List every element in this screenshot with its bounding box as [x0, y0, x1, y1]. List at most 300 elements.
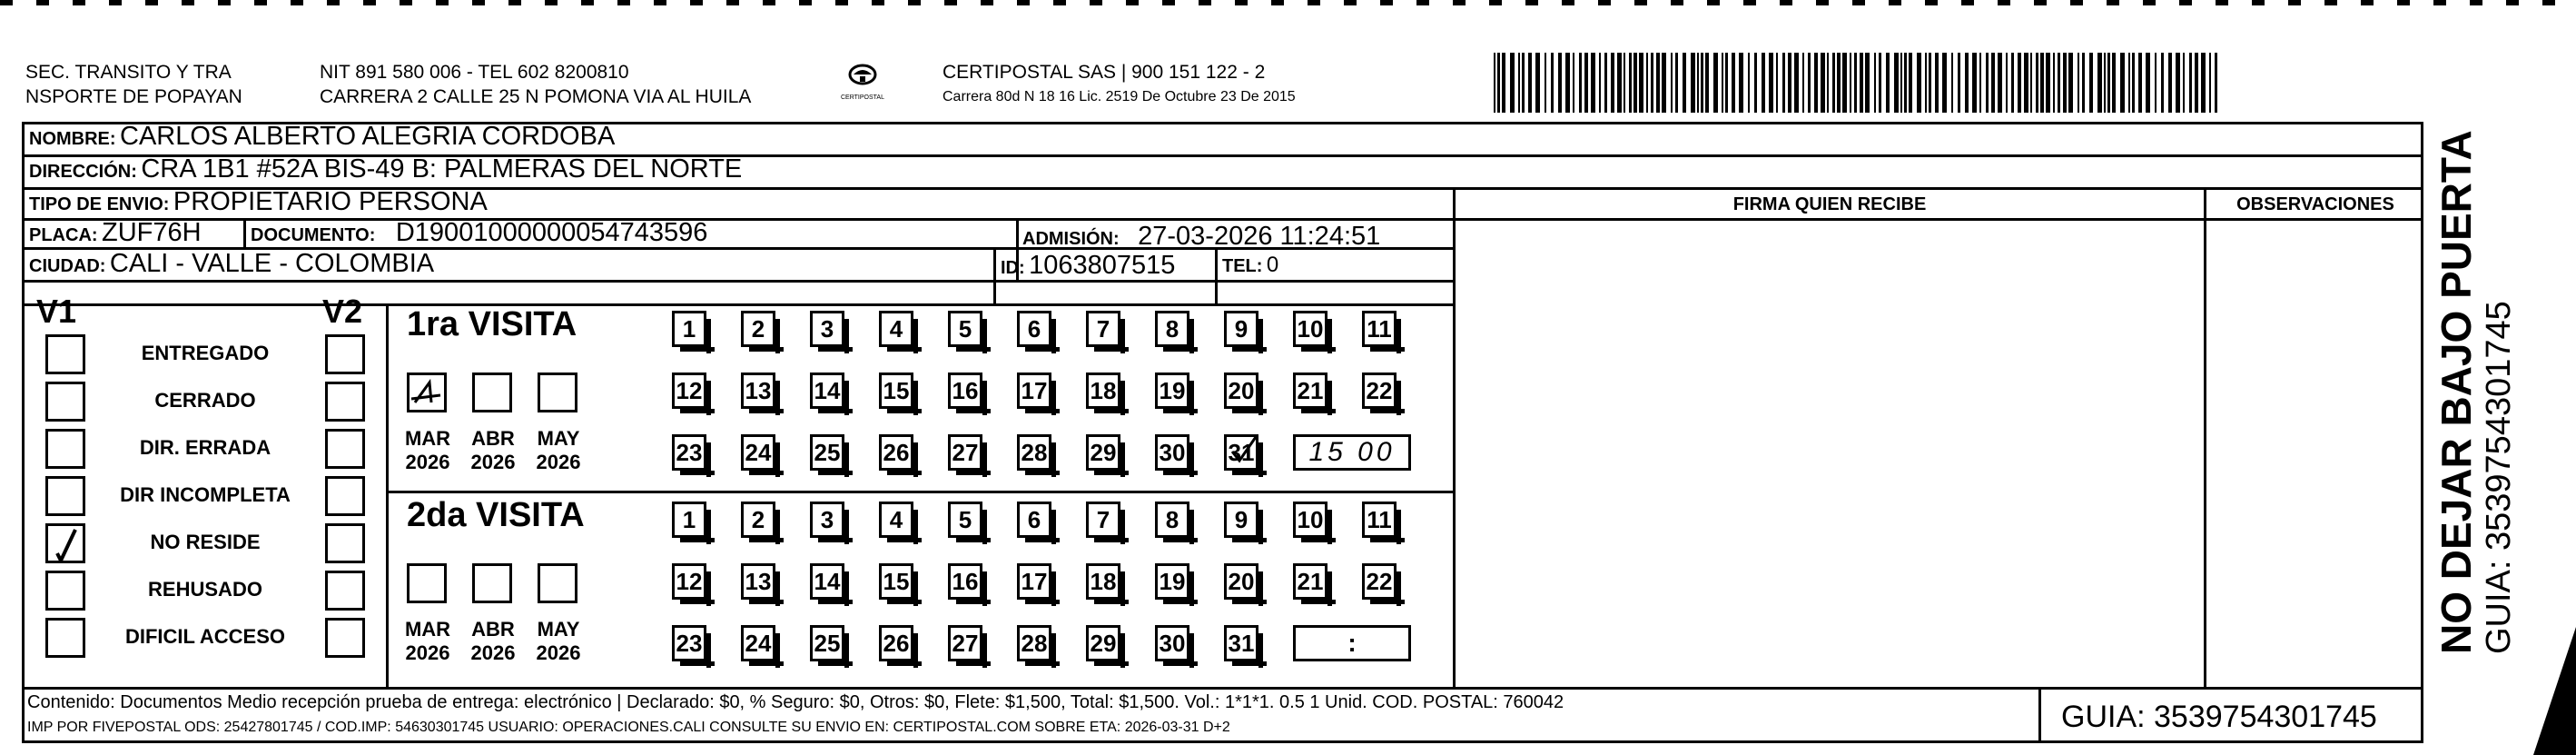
v2-checkbox[interactable]	[325, 571, 365, 611]
day-box[interactable]	[1086, 311, 1120, 347]
barcode-bar	[1958, 53, 1960, 113]
barcode-bar	[1522, 53, 1525, 113]
barcode-bar	[1998, 53, 2002, 113]
barcode-bar	[1611, 53, 1614, 113]
month-checkbox[interactable]	[538, 373, 577, 412]
day-box[interactable]	[1086, 502, 1120, 538]
month-year: 2026	[470, 451, 516, 473]
day-number: 30	[1159, 629, 1186, 657]
side-guia: GUIA: 3539754301745	[2480, 301, 2518, 654]
barcode-bar	[1827, 53, 1829, 113]
day-box[interactable]	[741, 502, 775, 538]
day-number: 1	[682, 505, 696, 533]
day-box[interactable]	[879, 502, 913, 538]
barcode-bar	[1776, 53, 1778, 113]
edge-mark	[2515, 627, 2576, 755]
barcode-bar	[2161, 53, 2164, 113]
firma-header: FIRMA QUIEN RECIBE	[1732, 194, 1927, 214]
day-number: 22	[1366, 567, 1393, 595]
barcode-bar	[1900, 53, 1902, 113]
day-number: 11	[1367, 505, 1392, 533]
day-number: 6	[1027, 505, 1041, 533]
status-option-label: REHUSADO	[148, 578, 262, 601]
tipo-label: TIPO DE ENVIO:	[29, 194, 170, 214]
day-box[interactable]	[1155, 311, 1189, 347]
day-box[interactable]	[741, 311, 775, 347]
barcode-bar	[1991, 53, 1995, 113]
day-number: 17	[1021, 567, 1048, 595]
day-number: 21	[1297, 567, 1324, 595]
day-number: 4	[889, 314, 903, 343]
day-box[interactable]	[1086, 434, 1120, 471]
nombre-value: CARLOS ALBERTO ALEGRIA CORDOBA	[120, 122, 616, 151]
day-box[interactable]	[1224, 373, 1258, 409]
v1-checkbox[interactable]	[45, 429, 85, 469]
documento-cell	[251, 218, 707, 248]
day-number: 19	[1159, 376, 1186, 404]
barcode-bar	[1545, 53, 1546, 113]
day-box[interactable]	[1293, 502, 1327, 538]
v2-checkbox[interactable]	[325, 334, 365, 374]
barcode-bar	[1494, 53, 1495, 113]
v1-checkbox[interactable]	[45, 476, 85, 516]
barcode-bar	[1879, 53, 1881, 113]
barcode-bar	[1604, 53, 1607, 113]
admision-label: ADMISIÓN:	[1022, 229, 1120, 249]
barcode-bar	[2132, 53, 2135, 113]
contenido-text: Contenido: Documentos Medio recepción prueba de entrega: electrónico | Declarado: $0, % Seguro: $0, Otros: $0, Flete: $1,500, Total: $1,500. Vol.: 1*1*1. 0.5 1 Unid. COD. POSTAL: 760042	[27, 692, 1564, 712]
day-box[interactable]	[1017, 625, 1051, 661]
barcode-bar	[1591, 53, 1595, 113]
day-box[interactable]	[879, 625, 913, 661]
placa-label: PLACA:	[29, 225, 98, 245]
day-box[interactable]	[741, 625, 775, 661]
month-name: ABR	[471, 427, 515, 450]
top-perforation	[0, 0, 2576, 5]
day-box[interactable]	[1086, 563, 1120, 600]
day-box[interactable]	[948, 373, 982, 409]
month-checkbox[interactable]	[407, 373, 447, 412]
day-number: 2	[751, 314, 765, 343]
day-number: 18	[1090, 376, 1117, 404]
barcode-bar	[1565, 53, 1570, 113]
month-name: MAR	[404, 427, 451, 450]
barcode-bar	[2189, 53, 2192, 113]
day-box[interactable]	[879, 563, 913, 600]
sender-line2: NSPORTE DE POPAYAN	[25, 86, 242, 107]
day-box[interactable]	[672, 373, 706, 409]
status-option-label: DIR INCOMPLETA	[120, 483, 291, 506]
barcode	[1494, 53, 2220, 113]
barcode-bar	[1904, 53, 1907, 113]
month-label	[527, 618, 590, 665]
month-label	[396, 427, 459, 474]
placa-cell	[29, 218, 202, 248]
status-option-label: DIFICIL ACCESO	[124, 625, 285, 648]
month-label	[461, 427, 525, 474]
barcode-bar	[1874, 53, 1876, 113]
day-number: 2	[751, 505, 765, 533]
day-number: 28	[1021, 438, 1048, 466]
barcode-bar	[2040, 53, 2044, 113]
v2-checkbox[interactable]	[325, 523, 365, 563]
barcode-bar	[1762, 53, 1765, 113]
barcode-bar	[1832, 53, 1835, 113]
barcode-bar	[2201, 53, 2206, 113]
day-box[interactable]	[948, 502, 982, 538]
barcode-bar	[1802, 53, 1804, 113]
day-box[interactable]	[741, 563, 775, 600]
day-box[interactable]	[1224, 311, 1258, 347]
day-number: 4	[889, 505, 903, 533]
nit-line2: CARRERA 2 CALLE 25 N POMONA VIA AL HUILA	[320, 86, 752, 107]
day-number: 26	[883, 438, 910, 466]
sender-line1: SEC. TRANSITO Y TRA	[25, 62, 232, 83]
day-number: 18	[1090, 567, 1117, 595]
barcode-bar	[1769, 53, 1773, 113]
day-box[interactable]	[1293, 311, 1327, 347]
tipo-value: PROPIETARIO PERSONA	[173, 187, 488, 216]
day-number: 27	[952, 438, 979, 466]
barcode-bar	[1579, 53, 1582, 113]
day-number: 8	[1165, 314, 1179, 343]
day-number: 25	[814, 629, 841, 657]
barcode-bar	[1929, 53, 1931, 113]
barcode-bar	[1794, 53, 1799, 113]
barcode-bar	[1528, 53, 1532, 113]
day-box[interactable]	[948, 563, 982, 600]
barcode-bar	[1808, 53, 1811, 113]
barcode-bar	[1691, 53, 1695, 113]
v1-checkbox[interactable]	[45, 334, 85, 374]
barcode-bar	[1925, 53, 1927, 113]
day-number: 8	[1165, 505, 1179, 533]
v2-label: V2	[322, 293, 363, 330]
barcode-bar	[2053, 53, 2055, 113]
ciudad-label: CIUDAD:	[29, 256, 106, 276]
barcode-bar	[2046, 53, 2050, 113]
barcode-bar	[1732, 53, 1735, 113]
day-box[interactable]	[1155, 625, 1189, 661]
day-box[interactable]	[672, 625, 706, 661]
barcode-bar	[2146, 53, 2150, 113]
time-box[interactable]	[1293, 434, 1411, 471]
v1-checkbox[interactable]	[45, 382, 85, 422]
id-cell	[1001, 251, 1175, 281]
v1-checkbox[interactable]	[45, 618, 85, 658]
day-box[interactable]	[1224, 625, 1258, 661]
barcode-bar	[2209, 53, 2211, 113]
day-number: 20	[1228, 567, 1255, 595]
day-number: 17	[1021, 376, 1048, 404]
barcode-bar	[1510, 53, 1515, 113]
v2-checkbox[interactable]	[325, 618, 365, 658]
v2-checkbox[interactable]	[325, 476, 365, 516]
day-number: 20	[1228, 376, 1255, 404]
month-name: MAY	[537, 427, 580, 450]
barcode-bar	[1894, 53, 1899, 113]
barcode-bar	[1979, 53, 1981, 113]
tel-value: 0	[1266, 253, 1279, 277]
barcode-bar	[2120, 53, 2125, 113]
barcode-bar	[2068, 53, 2073, 113]
day-box[interactable]	[1224, 563, 1258, 600]
day-box[interactable]	[1224, 434, 1258, 471]
day-number: 23	[676, 629, 703, 657]
barcode-bar	[2112, 53, 2116, 113]
placa-value: ZUF76H	[102, 218, 202, 247]
day-box[interactable]	[672, 502, 706, 538]
day-number: 23	[676, 438, 703, 466]
day-box[interactable]	[741, 373, 775, 409]
day-number: 22	[1366, 376, 1393, 404]
month-name: MAR	[404, 618, 451, 641]
logo-text: CERTIPOSTAL	[841, 94, 884, 101]
day-number: 24	[745, 629, 772, 657]
day-box[interactable]	[810, 434, 844, 471]
day-box[interactable]	[1017, 434, 1051, 471]
day-box[interactable]	[672, 563, 706, 600]
day-box[interactable]	[1086, 373, 1120, 409]
barcode-bar	[2107, 53, 2110, 113]
barcode-bar	[1701, 53, 1703, 113]
day-box[interactable]	[1086, 625, 1120, 661]
day-box[interactable]	[1017, 311, 1051, 347]
barcode-bar	[1865, 53, 1870, 113]
day-box[interactable]	[1155, 502, 1189, 538]
documento-value: D19001000000054743596	[395, 218, 708, 247]
tel-label: TEL:	[1222, 256, 1263, 276]
direccion-value: CRA 1B1 #52A BIS-49 B: PALMERAS DEL NORTE	[141, 154, 743, 184]
observaciones-header: OBSERVACIONES	[2236, 194, 2394, 214]
barcode-bar	[2018, 53, 2021, 113]
month-checkbox[interactable]	[472, 563, 512, 603]
day-number: 15	[883, 376, 910, 404]
barcode-bar	[1821, 53, 1825, 113]
day-number: 28	[1021, 629, 1048, 657]
barcode-bar	[2195, 53, 2198, 113]
barcode-bar	[1754, 53, 1757, 113]
barcode-bar	[2058, 53, 2060, 113]
day-number: 12	[676, 376, 703, 404]
barcode-bar	[1942, 53, 1947, 113]
day-number: 31	[1228, 438, 1255, 466]
month-label	[461, 618, 525, 665]
day-number: 7	[1096, 314, 1110, 343]
barcode-bar	[1842, 53, 1847, 113]
barcode-bar	[1782, 53, 1785, 113]
day-number: 14	[814, 567, 841, 595]
day-box[interactable]	[810, 502, 844, 538]
day-number: 3	[820, 505, 834, 533]
check-mark	[1229, 435, 1259, 478]
month-year: 2026	[470, 641, 516, 664]
day-number: 29	[1090, 438, 1117, 466]
month-checkbox[interactable]	[538, 563, 577, 603]
barcode-bar	[1551, 53, 1554, 113]
admision-value: 27-03-2026 11:24:51	[1138, 222, 1381, 251]
day-box[interactable]	[1362, 502, 1397, 538]
barcode-bar	[2104, 53, 2106, 113]
barcode-bar	[2138, 53, 2142, 113]
sender-block	[25, 60, 242, 109]
barcode-bar	[1951, 53, 1953, 113]
day-box[interactable]	[1362, 373, 1397, 409]
barcode-bar	[1535, 53, 1540, 113]
v2-checkbox[interactable]	[325, 382, 365, 422]
carrier-block	[943, 60, 1296, 109]
day-box[interactable]	[1362, 563, 1397, 600]
day-box[interactable]	[810, 373, 844, 409]
month-year: 2026	[536, 641, 581, 664]
day-box[interactable]	[810, 625, 844, 661]
day-box[interactable]	[948, 625, 982, 661]
carrier-logo	[835, 62, 890, 105]
barcode-bar	[1633, 53, 1637, 113]
day-number: 19	[1159, 567, 1186, 595]
barcode-bar	[1624, 53, 1625, 113]
barcode-bar	[1705, 53, 1709, 113]
barcode-bar	[1646, 53, 1648, 113]
barcode-bar	[1584, 53, 1588, 113]
barcode-bar	[1972, 53, 1977, 113]
day-box[interactable]	[1362, 311, 1397, 347]
barcode-bar	[1697, 53, 1699, 113]
v2-checkbox[interactable]	[325, 429, 365, 469]
barcode-bar	[1502, 53, 1505, 113]
time-box[interactable]	[1293, 625, 1411, 661]
barcode-bar	[2155, 53, 2157, 113]
v1-checkbox[interactable]	[45, 523, 85, 563]
day-box[interactable]	[1293, 563, 1327, 600]
day-box[interactable]	[1017, 563, 1051, 600]
nombre-row	[29, 122, 615, 152]
barcode-bar	[1788, 53, 1791, 113]
barcode-bar	[1629, 53, 1632, 113]
day-box[interactable]	[1155, 373, 1189, 409]
day-number: 16	[952, 567, 979, 595]
day-box[interactable]	[948, 311, 982, 347]
day-box[interactable]	[948, 434, 982, 471]
barcode-bar	[2128, 53, 2130, 113]
barcode-bar	[1497, 53, 1500, 113]
barcode-bar	[2011, 53, 2014, 113]
barcode-bar	[1656, 53, 1660, 113]
barcode-bar	[2024, 53, 2028, 113]
barcode-bar	[1739, 53, 1743, 113]
day-box[interactable]	[1293, 373, 1327, 409]
month-name: MAY	[537, 618, 580, 641]
day-box[interactable]	[672, 311, 706, 347]
day-number: 10	[1297, 505, 1324, 533]
barcode-bar	[1617, 53, 1622, 113]
day-box[interactable]	[1017, 373, 1051, 409]
guia-footer: GUIA: 3539754301745	[2061, 700, 2377, 734]
day-number: 5	[958, 505, 972, 533]
barcode-bar	[2168, 53, 2172, 113]
day-number: 21	[1297, 376, 1324, 404]
barcode-bar	[2089, 53, 2093, 113]
tipo-row	[29, 187, 488, 217]
time-separator: :	[1347, 629, 1357, 657]
barcode-bar	[1917, 53, 1921, 113]
month-label	[396, 618, 459, 665]
barcode-bar	[2030, 53, 2032, 113]
v1-checkbox[interactable]	[45, 571, 85, 611]
day-number: 9	[1234, 505, 1249, 533]
day-box[interactable]	[1155, 434, 1189, 471]
barcode-bar	[1671, 53, 1673, 113]
day-number: 26	[883, 629, 910, 657]
barcode-bar	[1518, 53, 1520, 113]
nombre-label: NOMBRE:	[29, 129, 116, 149]
barcode-bar	[1965, 53, 1969, 113]
second-visit-title: 2da VISITA	[407, 496, 585, 534]
barcode-bar	[1573, 53, 1574, 113]
tel-cell	[1222, 253, 1278, 278]
direccion-row	[29, 154, 742, 184]
v1-label: V1	[36, 293, 77, 330]
day-box[interactable]	[1155, 563, 1189, 600]
barcode-bar	[1725, 53, 1728, 113]
direccion-label: DIRECCIÓN:	[29, 162, 137, 182]
ciudad-value: CALI - VALLE - COLOMBIA	[109, 249, 435, 278]
day-number: 10	[1297, 314, 1324, 343]
status-option-label: NO RESIDE	[150, 531, 261, 553]
barcode-bar	[1599, 53, 1601, 113]
month-year: 2026	[405, 641, 450, 664]
barcode-bar	[1713, 53, 1718, 113]
day-number: 25	[814, 438, 841, 466]
barcode-bar	[1722, 53, 1723, 113]
day-box[interactable]	[879, 311, 913, 347]
ciudad-cell	[29, 249, 434, 279]
imp-text: IMP POR FIVEPOSTAL ODS: 25427801745 / COD.IMP: 54630301745 USUARIO: OPERACIONES.CALI CONSULTE SU ENVIO EN: CERTIPOSTAL.COM SOBRE ETA: 2026-03-31 D+2	[27, 720, 1230, 735]
day-number: 5	[958, 314, 972, 343]
month-year: 2026	[405, 451, 450, 473]
day-number: 24	[745, 438, 772, 466]
day-box[interactable]	[810, 311, 844, 347]
status-option-label: ENTREGADO	[141, 342, 270, 364]
month-year: 2026	[536, 451, 581, 473]
barcode-bar	[2183, 53, 2185, 113]
day-box[interactable]	[1017, 502, 1051, 538]
documento-label: DOCUMENTO:	[251, 225, 376, 245]
side-text	[2433, 130, 2519, 654]
handwritten-time: 15 00	[1308, 437, 1396, 467]
barcode-bar	[1854, 53, 1857, 113]
day-box[interactable]	[672, 434, 706, 471]
month-checkbox[interactable]	[472, 373, 512, 412]
day-box[interactable]	[1224, 502, 1258, 538]
day-number: 30	[1159, 438, 1186, 466]
barcode-bar	[1935, 53, 1939, 113]
barcode-bar	[2215, 53, 2217, 113]
day-number: 12	[676, 567, 703, 595]
status-option-label: DIR. ERRADA	[139, 436, 271, 459]
day-number: 1	[682, 314, 696, 343]
day-box[interactable]	[741, 434, 775, 471]
day-number: 14	[814, 376, 841, 404]
day-number: 31	[1228, 629, 1255, 657]
day-box[interactable]	[810, 563, 844, 600]
month-checkbox[interactable]	[407, 563, 447, 603]
day-box[interactable]	[879, 373, 913, 409]
day-number: 16	[952, 376, 979, 404]
barcode-bar	[1850, 53, 1851, 113]
day-box[interactable]	[879, 434, 913, 471]
admision-cell	[1022, 222, 1380, 252]
